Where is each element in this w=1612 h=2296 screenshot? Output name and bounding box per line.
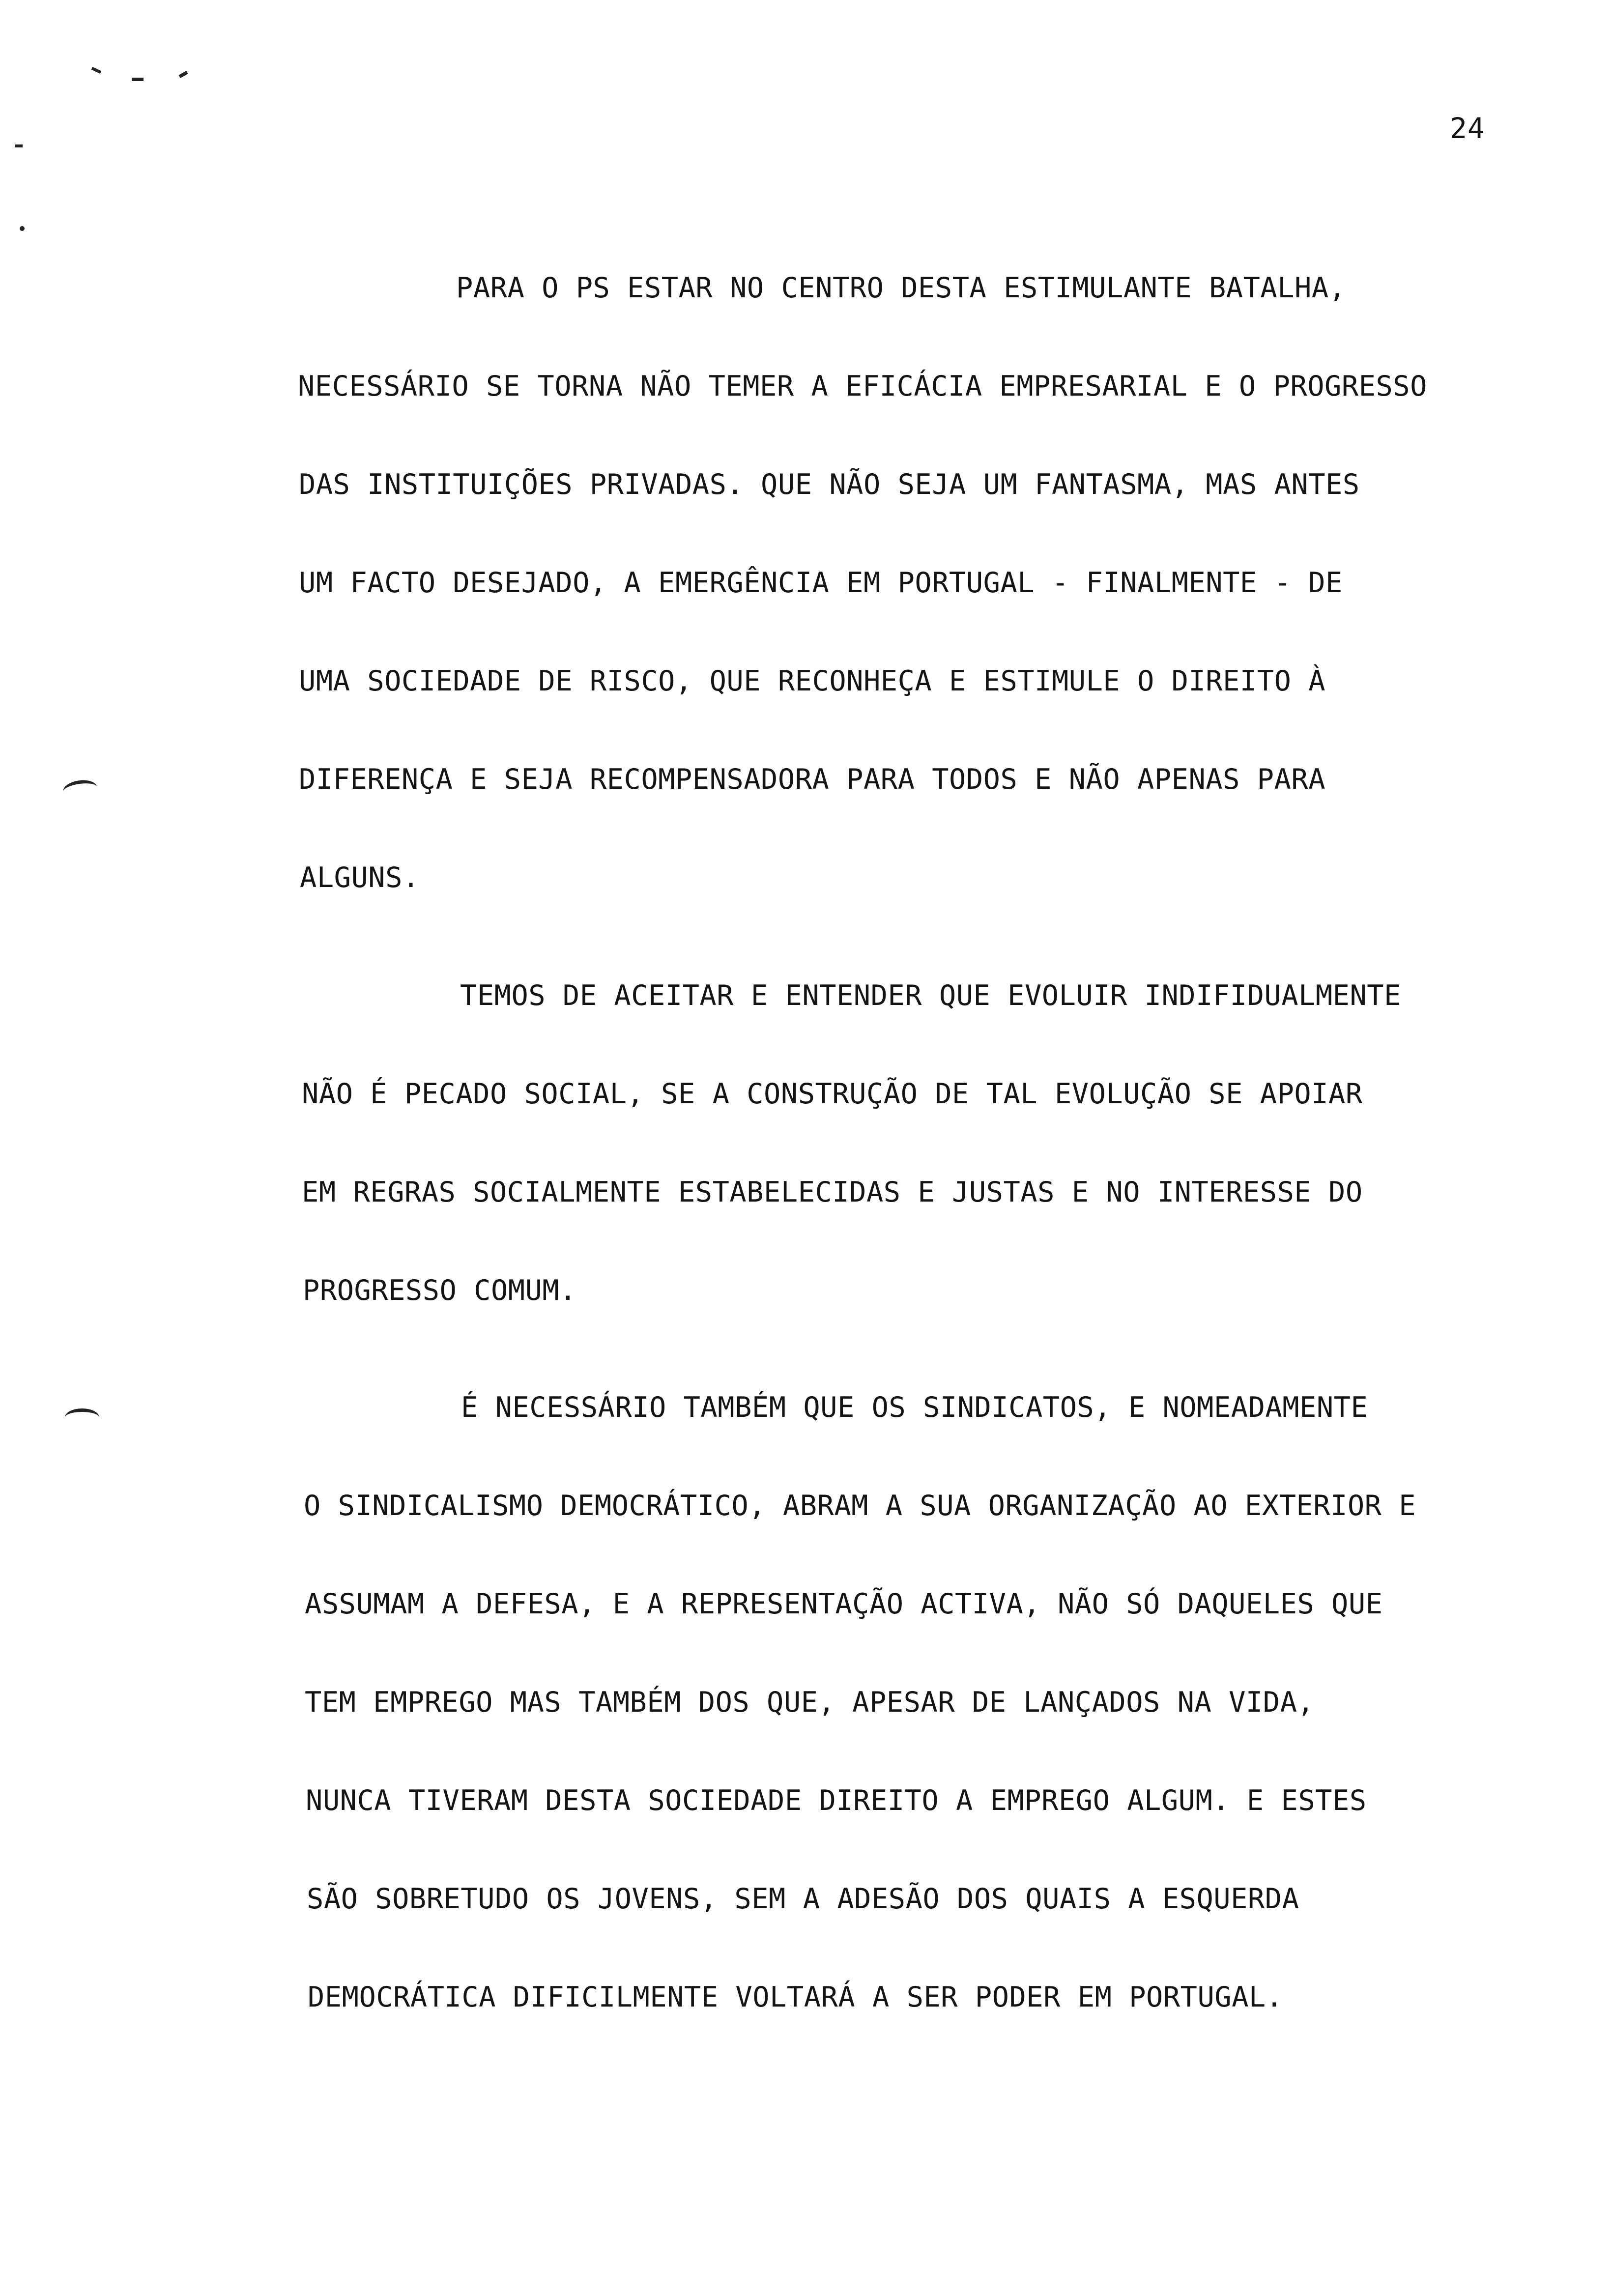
text-line: PARA O PS ESTAR NO CENTRO DESTA ESTIMULANTE BATALHA, [456, 272, 1346, 304]
text-line: O SINDICALISMO DEMOCRÁTICO, ABRAM A SUA ORGANIZAÇÃO AO EXTERIOR E [304, 1490, 1416, 1522]
text-line: DAS INSTITUIÇÕES PRIVADAS. QUE NÃO SEJA UM FANTASMA, MAS ANTES [299, 468, 1360, 501]
text-line: EM REGRAS SOCIALMENTE ESTABELECIDAS E JUSTAS E NO INTERESSE DO [302, 1176, 1363, 1208]
binder-hole-mark [65, 1408, 99, 1427]
text-line: UM FACTO DESEJADO, A EMERGÊNCIA EM PORTUGAL - FINALMENTE - DE [299, 567, 1343, 599]
text-line: ALGUNS. [300, 861, 420, 894]
scan-mark [132, 78, 144, 81]
scan-mark [178, 71, 188, 78]
text-line: É NECESSÁRIO TAMBÉM QUE OS SINDICATOS, E NOMEADAMENTE [461, 1391, 1368, 1424]
scan-mark [15, 144, 23, 147]
text-line: NUNCA TIVERAM DESTA SOCIEDADE DIREITO A EMPREGO ALGUM. E ESTES [306, 1784, 1367, 1817]
scan-mark [20, 226, 25, 231]
text-line: TEM EMPREGO MAS TAMBÉM DOS QUE, APESAR DE LANÇADOS NA VIDA, [305, 1686, 1315, 1719]
text-line: SÃO SOBRETUDO OS JOVENS, SEM A ADESÃO DOS QUAIS A ESQUERDA [307, 1883, 1299, 1915]
text-line: PROGRESSO COMUM. [303, 1274, 577, 1307]
text-line: UMA SOCIEDADE DE RISCO, QUE RECONHEÇA E ESTIMULE O DIREITO À [299, 665, 1326, 697]
text-line: DIFERENÇA E SEJA RECOMPENSADORA PARA TODOS E NÃO APENAS PARA [299, 763, 1326, 796]
text-line: TEMOS DE ACEITAR E ENTENDER QUE EVOLUIR INDIFIDUALMENTE [460, 979, 1401, 1012]
page-number: 24 [1450, 112, 1485, 145]
scan-mark [91, 67, 102, 74]
text-line: ASSUMAM A DEFESA, E A REPRESENTAÇÃO ACTIVA, NÃO SÓ DAQUELES QUE [305, 1588, 1383, 1620]
text-line: NÃO É PECADO SOCIAL, SE A CONSTRUÇÃO DE TAL EVOLUÇÃO SE APOIAR [302, 1078, 1363, 1110]
binder-hole-mark [62, 778, 98, 801]
text-line: DEMOCRÁTICA DIFICILMENTE VOLTARÁ A SER PODER EM PORTUGAL. [308, 1981, 1283, 2013]
text-line: NECESSÁRIO SE TORNA NÃO TEMER A EFICÁCIA EMPRESARIAL E O PROGRESSO [298, 370, 1427, 402]
